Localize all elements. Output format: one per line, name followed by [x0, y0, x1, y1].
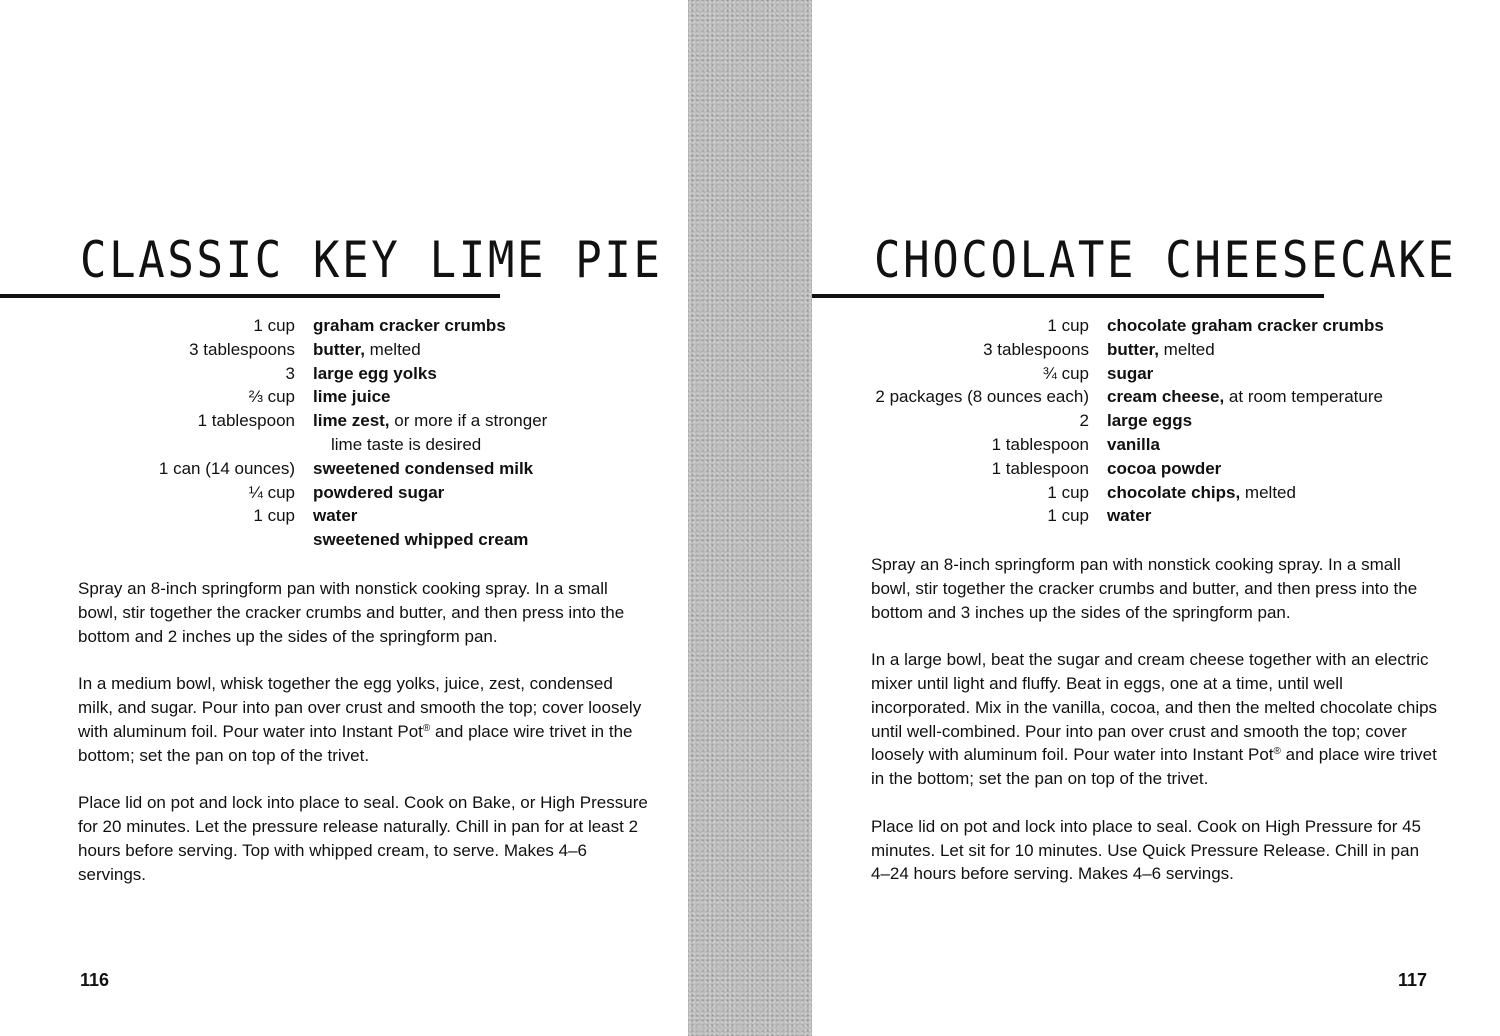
ingredient-row [0, 338, 547, 362]
ingredient-note: melted [1158, 339, 1215, 359]
ingredient-amount: 2 packages (8 ounces each) [875, 387, 1089, 407]
ingredient-amount: ⅔ cup [248, 387, 295, 407]
ingredient-row [0, 314, 547, 338]
direction-paragraph: Place lid on pot and lock into place to seal. Cook on High Pressure for 45 minutes. Let sit for 10 minutes. Use Quick Pressure Release. Chill in pan 4–24 hours before serving. Makes 4–6 servings. [871, 816, 1421, 884]
ingredient-name: butter, [313, 339, 365, 359]
ingredient-row [812, 362, 1384, 386]
ingredient-amount: 1 tablespoon [197, 411, 295, 431]
ingredient-list [0, 314, 547, 552]
title-rule [812, 294, 1324, 298]
ingredient-name: sweetened whipped cream [313, 530, 529, 550]
ingredient-amount: 2 [1079, 411, 1089, 431]
ingredient-name: large eggs [1107, 411, 1193, 431]
ingredient-row [0, 457, 547, 481]
ingredient-row [0, 409, 547, 457]
direction-paragraph [78, 672, 648, 767]
ingredient-row [812, 433, 1384, 457]
title-rule [0, 294, 500, 298]
direction-paragraph: Spray an 8-inch springform pan with nonstick cooking spray. In a small bowl, stir together the cracker crumbs and butter, and then press into the bottom and 3 inches up the sides of the springform pan. [871, 555, 1418, 622]
ingredient-row [812, 504, 1384, 528]
ingredient-row [812, 481, 1384, 505]
direction-text: and place wire trivet in the bottom; set the pan on top of the trivet. [871, 745, 1437, 789]
ingredient-name: cocoa powder [1107, 458, 1222, 478]
ingredient-name: sugar [1107, 363, 1154, 383]
ingredient-row [812, 409, 1384, 433]
ingredient-name: powdered sugar [313, 482, 445, 502]
ingredient-amount: ¾ cup [1042, 363, 1089, 383]
ingredient-amount: 3 tablespoons [983, 339, 1089, 359]
ingredient-name: sweetened condensed milk [313, 458, 534, 478]
ingredient-note: melted [364, 339, 421, 359]
direction-paragraph: Spray an 8-inch springform pan with nonstick cooking spray. In a small bowl, stir together the cracker crumbs and butter, and then press into the bottom and 2 inches up the sides of the springform pan. [78, 579, 625, 646]
direction-text: In a medium bowl, whisk together the egg yolks, juice, zest, condensed milk, and sugar. Pour into pan over crust and smooth the top; cover loosely with aluminum foil. Pour water into Instant Pot [78, 674, 642, 741]
ingredient-amount: 3 tablespoons [189, 339, 295, 359]
ingredient-row [0, 528, 547, 552]
ingredient-amount: 1 cup [1047, 482, 1089, 502]
page-number: 117 [1398, 970, 1428, 990]
registered-mark: ® [422, 722, 431, 734]
ingredient-name: butter, [1107, 339, 1159, 359]
ingredient-name: lime zest, [313, 411, 390, 431]
ingredient-note: melted [1240, 482, 1296, 502]
ingredient-row [812, 457, 1384, 481]
right-page [812, 0, 1500, 1036]
ingredient-amount: 1 cup [1047, 506, 1089, 526]
ingredient-amount [0, 528, 313, 552]
ingredient-name: water [1107, 506, 1152, 526]
direction-paragraph: Place lid on pot and lock into place to seal. Cook on Bake, or High Pressure for 20 minutes. Let the pressure release naturally. Chill in pan for at least 2 hours before serving. Top with whipped cream, to serve. Makes 4–6 servings. [78, 793, 648, 884]
ingredient-row [0, 362, 547, 386]
recipe-title: CLASSIC KEY LIME PIE [80, 231, 663, 289]
direction-text: In a large bowl, beat the sugar and cream cheese together with an electric mixer until light and fluffy. Beat in eggs, one at a time, until well incorporated. Mix in the vanilla, cocoa, and then the melted chocolate chips until well-combined. Pour into pan over crust and smooth the top; cover loosely with aluminum foil. Pour water into Instant Pot [871, 650, 1438, 765]
ingredient-amount: 1 tablespoon [991, 458, 1089, 478]
ingredient-row [812, 338, 1384, 362]
direction-text: and place wire trivet in the bottom; set the pan on top of the trivet. [78, 721, 633, 765]
ingredient-amount: ¼ cup [248, 482, 295, 502]
book-gutter [688, 0, 812, 1036]
ingredient-amount: 1 can (14 ounces) [158, 458, 295, 478]
ingredient-row [0, 385, 547, 409]
page-number: 116 [80, 970, 110, 990]
registered-mark: ® [1273, 746, 1281, 758]
ingredient-name: chocolate chips, [1107, 482, 1241, 502]
direction-paragraph [871, 648, 1441, 791]
ingredient-note: or more if a stronger [389, 411, 548, 431]
ingredient-name: vanilla [1107, 434, 1160, 454]
directions [78, 577, 648, 910]
ingredient-amount: 3 [285, 363, 295, 383]
ingredient-row [0, 504, 547, 528]
ingredient-name: large egg yolks [313, 363, 437, 383]
ingredient-note-continued: lime taste is desired [331, 434, 482, 454]
ingredient-name: lime juice [313, 387, 391, 407]
directions [871, 553, 1441, 910]
ingredient-note: at room temperature [1224, 387, 1383, 407]
ingredient-amount: 1 cup [253, 316, 295, 335]
ingredient-list [812, 314, 1384, 528]
ingredient-amount: 1 cup [253, 506, 295, 526]
ingredient-row [812, 385, 1384, 409]
ingredient-name: water [313, 506, 358, 526]
ingredient-name: chocolate graham cracker crumbs [1107, 316, 1384, 335]
ingredient-row [812, 314, 1384, 338]
ingredient-name: cream cheese, [1107, 387, 1225, 407]
ingredient-name: graham cracker crumbs [313, 316, 506, 335]
recipe-title: CHOCOLATE CHEESECAKE [874, 231, 1457, 289]
left-page [0, 0, 688, 1036]
ingredient-amount: 1 tablespoon [991, 434, 1089, 454]
ingredient-amount: 1 cup [1047, 316, 1089, 335]
ingredient-row [0, 481, 547, 505]
